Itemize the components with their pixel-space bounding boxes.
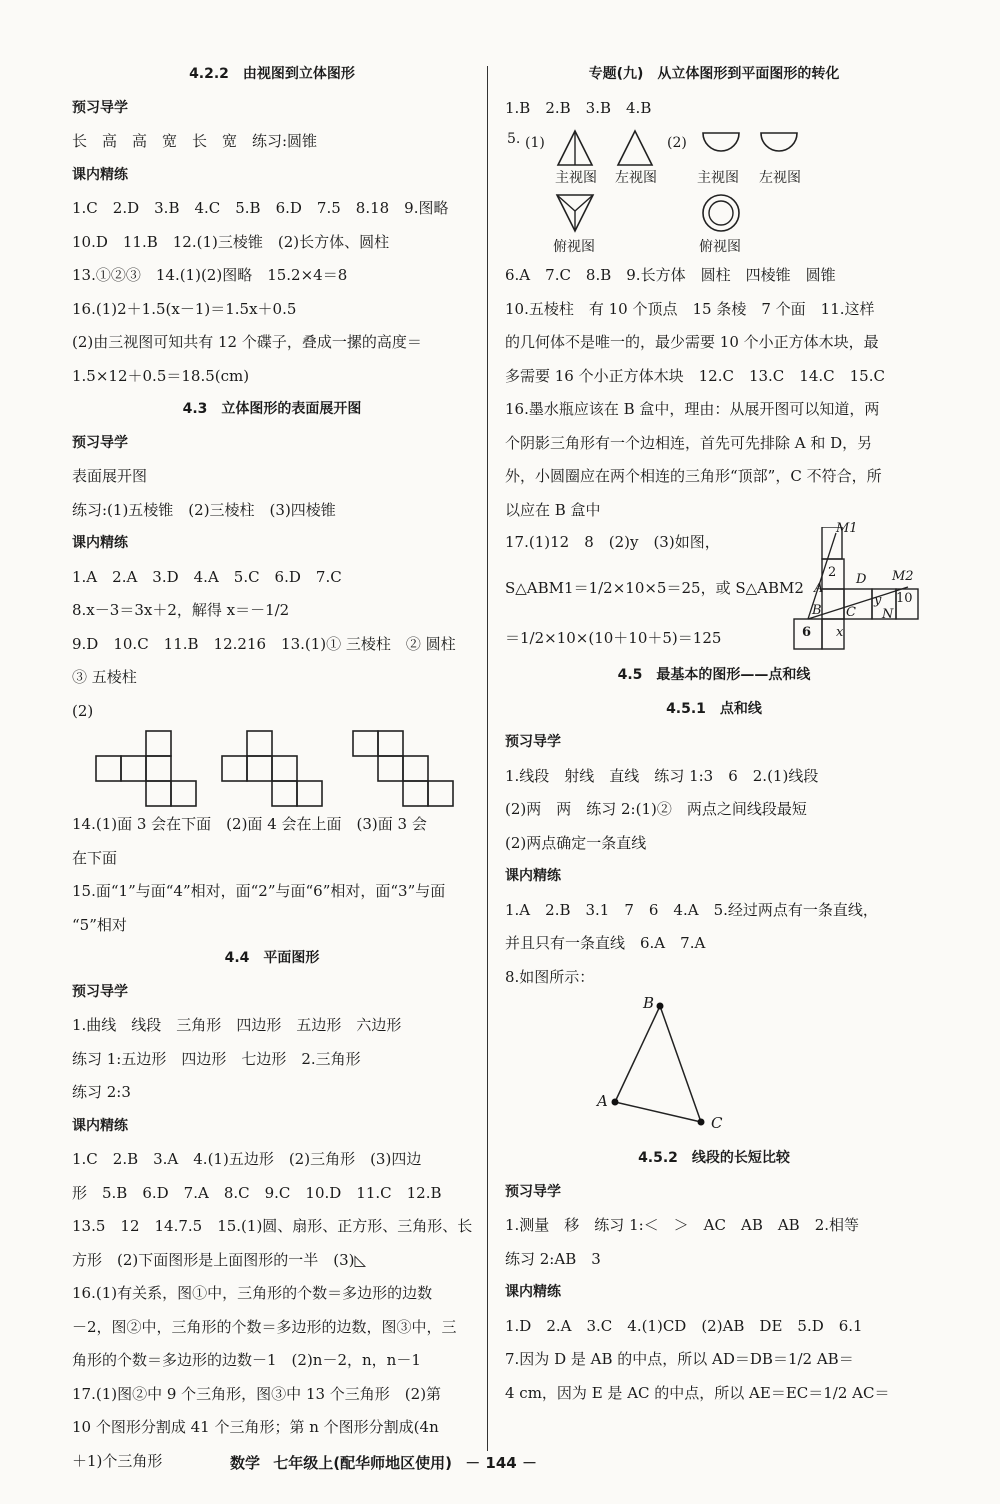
answer-line: 8.x－3＝3x＋2，解得 x＝－1/2 (72, 601, 290, 619)
answer-line: ③ 五棱柱 (72, 668, 137, 686)
top-view-1-edge-b (575, 195, 593, 211)
q17-label-n: N (882, 607, 894, 622)
net-2-square-2 (222, 756, 247, 781)
q17-label-2: 2 (828, 565, 837, 580)
answer-line: 10.五棱柱 有 10 个顶点 15 条棱 7 个面 11.这样 (505, 299, 875, 318)
answer-line: 长 高 高 宽 长 宽 练习:圆锥 (72, 132, 318, 150)
label-point-b: B (643, 994, 655, 1012)
q17-line-3: ＝1/2×10×(10＋10＋5)＝125 (505, 629, 722, 647)
net-1-square-2 (96, 756, 121, 781)
answer-line: 16.(1)2＋1.5(x－1)＝1.5x＋0.5 (72, 299, 297, 318)
right-column (505, 58, 923, 1410)
views-part-1-label: (1) (525, 135, 545, 151)
q17-label-b: B (812, 603, 822, 618)
answer-line: (2)两点确定一条直线 (505, 833, 647, 852)
subsection-heading: 课内精练 (72, 535, 128, 551)
net-1-square-6 (171, 781, 196, 806)
answer-line: ＋1)个三角形 (72, 1451, 163, 1470)
q17-label-m1: M1 (836, 521, 858, 536)
point-c (698, 1119, 705, 1126)
answer-line: 13.①②③ 14.(1)(2)图略 15.2×4＝8 (72, 266, 348, 284)
answer-line: 9.D 10.C 11.B 12.216 13.(1)① 三棱柱 ② 圆柱 (72, 634, 456, 653)
answer-line: 1.C 2.B 3.A 4.(1)五边形 (2)三角形 (3)四边 (72, 1150, 422, 1168)
column-divider (487, 66, 488, 1451)
views-part-2-label: (2) (667, 135, 687, 151)
answer-line: (2)由三视图可知共有 12 个碟子，叠成一摞的高度＝ (72, 333, 422, 351)
footer-subject: 数学 (230, 1454, 261, 1472)
line-bc (660, 1006, 701, 1122)
line-ab (615, 1006, 660, 1102)
cube-nets-figure (72, 728, 472, 808)
point-b (657, 1003, 664, 1010)
three-views-figure (505, 125, 923, 259)
section-heading: 4.5.2 线段的长短比较 (638, 1150, 790, 1166)
section-heading: 专题(九) 从立体图形到平面图形的转化 (588, 66, 840, 82)
net-2-square-1 (247, 731, 272, 756)
answer-line: 14.(1)面 3 会在下面 (2)面 4 会在上面 (3)面 3 会 (72, 815, 427, 833)
q17-label-m2: M2 (892, 569, 914, 584)
net-3-square-4 (403, 756, 428, 781)
answer-line: －2，图②中，三角形的个数＝多边形的边数，图③中，三 (72, 1317, 457, 1336)
footer-page-number: － 144 － (465, 1454, 537, 1472)
answer-line: 15.面“1”与面“4”相对，面“2”与面“6”相对，面“3”与面 (72, 882, 446, 900)
net-2-square-4 (272, 756, 297, 781)
q17-label-y: y (874, 593, 882, 608)
subsection-heading: 课内精练 (505, 1284, 561, 1300)
net-1-square-1 (146, 731, 171, 756)
top-view-2-caption: 俯视图 (699, 239, 741, 255)
answer-line: 形 5.B 6.D 7.A 8.C 9.C 10.D 11.C 12.B (72, 1183, 442, 1202)
subsection-heading: 预习导学 (72, 983, 128, 1000)
cube-nets-svg (72, 728, 472, 808)
label-point-c: C (711, 1114, 723, 1132)
q17-label-d: D (856, 572, 867, 587)
answer-line: 外，小圆圈应在两个相连的三角形“顶部”，C 不符合，所 (505, 467, 882, 485)
q17-label-6: 6 (802, 625, 812, 640)
answer-line: (2)两 两 练习 2:(1)② 两点之间线段最短 (505, 800, 807, 818)
section-heading: 4.3 立体图形的表面展开图 (182, 401, 362, 417)
answer-line: 练习 2:3 (72, 1083, 131, 1101)
q17-label-c: C (846, 605, 856, 620)
net-3-square-3 (378, 756, 403, 781)
net-1-square-5 (146, 781, 171, 806)
section-heading: 4.2.2 由视图到立体图形 (189, 66, 355, 82)
answer-line: 10 个图形分割成 41 个三角形；第 n 个图形分割成(4n (72, 1418, 439, 1436)
left-view-2-caption: 左视图 (759, 170, 801, 186)
line-ac (615, 1102, 701, 1122)
left-view-2-shape (761, 133, 797, 151)
answer-line: 1.5×12＋0.5＝18.5(cm) (72, 366, 250, 385)
main-view-2-caption: 主视图 (697, 170, 739, 186)
top-view-2-inner-circle (709, 201, 733, 225)
left-view-1-triangle (618, 131, 652, 165)
answer-line: (2) (72, 701, 94, 720)
answer-line: 并且只有一条直线 6.A 7.A (505, 934, 706, 952)
answer-line: 1.A 2.B 3.1 7 6 4.A 5.经过两点有一条直线， (505, 900, 878, 919)
top-view-1-edge-a (557, 195, 575, 211)
answer-line: 的几何体不是唯一的，最少需要 10 个小正方体木块，最 (505, 333, 879, 351)
answer-line: 16.墨水瓶应该在 B 盒中，理由：从展开图可以知道，两 (505, 400, 880, 418)
answer-line: 1.线段 射线 直线 练习 1:3 6 2.(1)线段 (505, 766, 819, 785)
answer-line: 1.A 2.A 3.D 4.A 5.C 6.D 7.C (72, 567, 342, 586)
net-3-square-1 (353, 731, 378, 756)
label-point-a: A (597, 1092, 608, 1110)
page-footer (230, 1452, 545, 1473)
subsection-heading: 预习导学 (505, 734, 561, 750)
left-view-1-caption: 左视图 (615, 170, 657, 186)
main-view-2-shape (703, 133, 739, 151)
answer-line: 在下面 (72, 848, 118, 867)
answer-line: 8.如图所示： (505, 967, 595, 986)
answer-line: 角形的个数＝多边形的边数－1 (2)n－2，n，n－1 (72, 1351, 421, 1369)
subsection-heading: 课内精练 (72, 1117, 128, 1134)
subsection-heading: 预习导学 (72, 99, 128, 116)
answer-line: 16.(1)有关系，图①中，三角形的个数＝多边形的边数 (72, 1284, 433, 1302)
answer-line: 1.曲线 线段 三角形 四边形 五边形 六边形 (72, 1016, 402, 1034)
subsection-heading: 课内精练 (505, 868, 561, 884)
subsection-heading: 预习导学 (72, 434, 128, 451)
answer-line: 13.5 12 14.7.5 15.(1)圆、扇形、正方形、三角形、长 (72, 1217, 473, 1235)
answer-line: 7.因为 D 是 AB 的中点，所以 AD＝DB＝1/2 AB＝ (505, 1350, 854, 1368)
answer-line: 1.D 2.A 3.C 4.(1)CD (2)AB DE 5.D 6.1 (505, 1316, 863, 1335)
answer-line: 练习 1:五边形 四边形 七边形 2.三角形 (72, 1049, 361, 1068)
top-view-1-caption: 俯视图 (553, 239, 595, 255)
answer-line: 10.D 11.B 12.(1)三棱锥 (2)长方体、圆柱 (72, 232, 390, 251)
main-view-1-caption: 主视图 (555, 170, 597, 186)
q17-label-10: 10 (896, 591, 913, 606)
answer-line: 表面展开图 (72, 467, 148, 485)
q17-label-a: A (814, 581, 824, 596)
net-1-square-4 (146, 756, 171, 781)
subsection-heading: 预习导学 (505, 1183, 561, 1200)
answer-line: 1.C 2.D 3.B 4.C 5.B 6.D 7.5 8.18 9.图略 (72, 199, 449, 217)
q17-line-2: S△ABM1＝1/2×10×5＝25，或 S△ABM2 (505, 579, 804, 597)
net-1-square-3 (121, 756, 146, 781)
answer-line: 1.测量 移 练习 1:＜ ＞ AC AB AB 2.相等 (505, 1216, 860, 1234)
answer-line: 17.(1)图②中 9 个三角形，图③中 13 个三角形 (2)第 (72, 1384, 442, 1403)
q17-net-square-3 (822, 589, 844, 619)
section-heading: 4.5.1 点和线 (666, 700, 762, 717)
answer-line: 1.B 2.B 3.B 4.B (505, 98, 652, 117)
section-heading: 4.5 最基本的图形——点和线 (617, 667, 811, 683)
answer-line: “5”相对 (72, 915, 127, 934)
triangle-abc-figure (505, 994, 923, 1142)
net-3-square-5 (403, 781, 428, 806)
q17-label-x: x (836, 625, 844, 640)
net-3-square-6 (428, 781, 453, 806)
answer-line: 6.A 7.C 8.B 9.长方体 圆柱 四棱锥 圆锥 (505, 266, 836, 284)
q17-block (505, 521, 923, 659)
left-column (72, 58, 472, 1478)
views-question-number: 5. (507, 131, 521, 147)
net-2-square-5 (272, 781, 297, 806)
answer-line: 多需要 16 个小正方体木块 12.C 13.C 14.C 15.C (505, 366, 885, 385)
answer-line: 4 cm，因为 E 是 AC 的中点，所以 AE＝EC＝1/2 AC＝ (505, 1383, 890, 1402)
point-a (612, 1099, 619, 1106)
answer-line: 练习 2:AB 3 (505, 1249, 601, 1268)
footer-grade: 七年级上(配华师地区使用) (273, 1454, 452, 1472)
q17-line-1: 17.(1)12 8 (2)y (3)如图， (505, 533, 720, 551)
net-2-square-6 (297, 781, 322, 806)
answer-line: 个阴影三角形有一个边相连，首先可先排除 A 和 D，另 (505, 433, 873, 452)
net-2-square-3 (247, 756, 272, 781)
section-heading: 4.4 平面图形 (224, 950, 320, 966)
answer-line: 以应在 B 盒中 (505, 500, 601, 519)
net-3-square-2 (378, 731, 403, 756)
subsection-heading: 课内精练 (72, 166, 128, 183)
answer-line: 练习:(1)五棱锥 (2)三棱柱 (3)四棱锥 (72, 500, 336, 519)
answer-line: 方形 (2)下面图形是上面图形的一半 (3)◺ (72, 1250, 367, 1269)
